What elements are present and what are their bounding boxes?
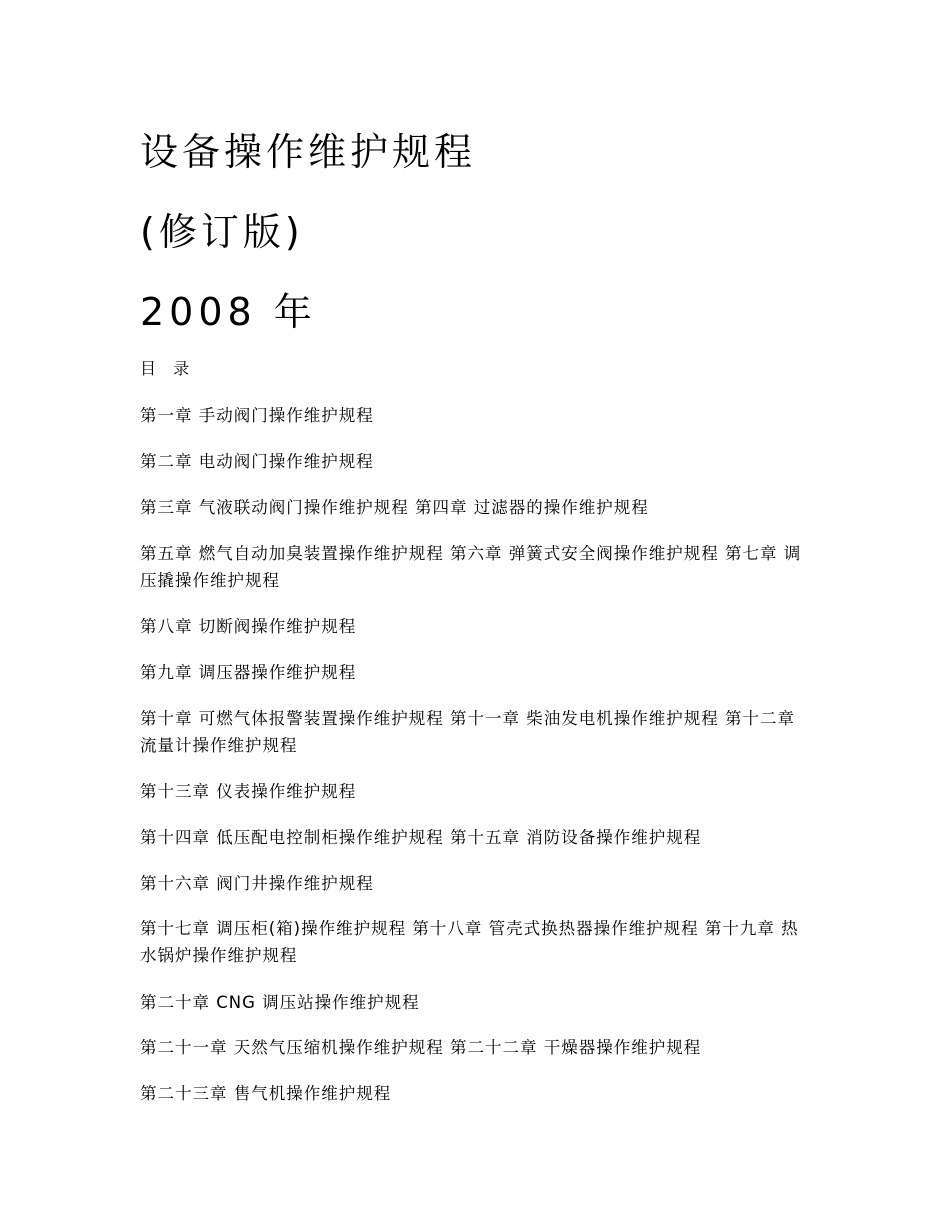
toc-item: 第一章 手动阀门操作维护规程	[140, 406, 374, 425]
document-subtitle: (修订版)	[140, 210, 304, 254]
toc-item: 第十三章 仪表操作维护规程	[140, 782, 357, 801]
toc-item: 第八章 切断阀操作维护规程	[140, 617, 357, 636]
toc-item: 第十四章 低压配电控制柜操作维护规程 第十五章 消防设备操作维护规程	[140, 828, 702, 847]
document-title: 设备操作维护规程	[140, 130, 477, 174]
toc-heading: 目 录	[140, 359, 196, 378]
toc-item: 第三章 气液联动阀门操作维护规程 第四章 过滤器的操作维护规程	[140, 498, 649, 517]
toc-item: 第九章 调压器操作维护规程	[140, 663, 357, 682]
toc-item: 第二十三章 售气机操作维护规程	[140, 1084, 392, 1103]
toc-item: 第十七章 调压柜(箱)操作维护规程 第十八章 管壳式换热器操作维护规程 第十九章 热水锅炉操作维护规程	[140, 919, 799, 965]
toc-item: 第十章 可燃气体报警装置操作维护规程 第十一章 柴油发电机操作维护规程 第十二章 流量计操作维护规程	[140, 709, 795, 755]
toc-item: 第二章 电动阀门操作维护规程	[140, 452, 374, 471]
toc-item: 第五章 燃气自动加臭装置操作维护规程 第六章 弹簧式安全阀操作维护规程 第七章 调压撬操作维护规程	[140, 544, 802, 590]
toc-item: 第二十一章 天然气压缩机操作维护规程 第二十二章 干燥器操作维护规程	[140, 1038, 702, 1057]
document-year: 2008 年	[140, 290, 317, 334]
toc-item: 第十六章 阀门井操作维护规程	[140, 874, 374, 893]
toc-item: 第二十章 CNG 调压站操作维护规程	[140, 993, 420, 1012]
